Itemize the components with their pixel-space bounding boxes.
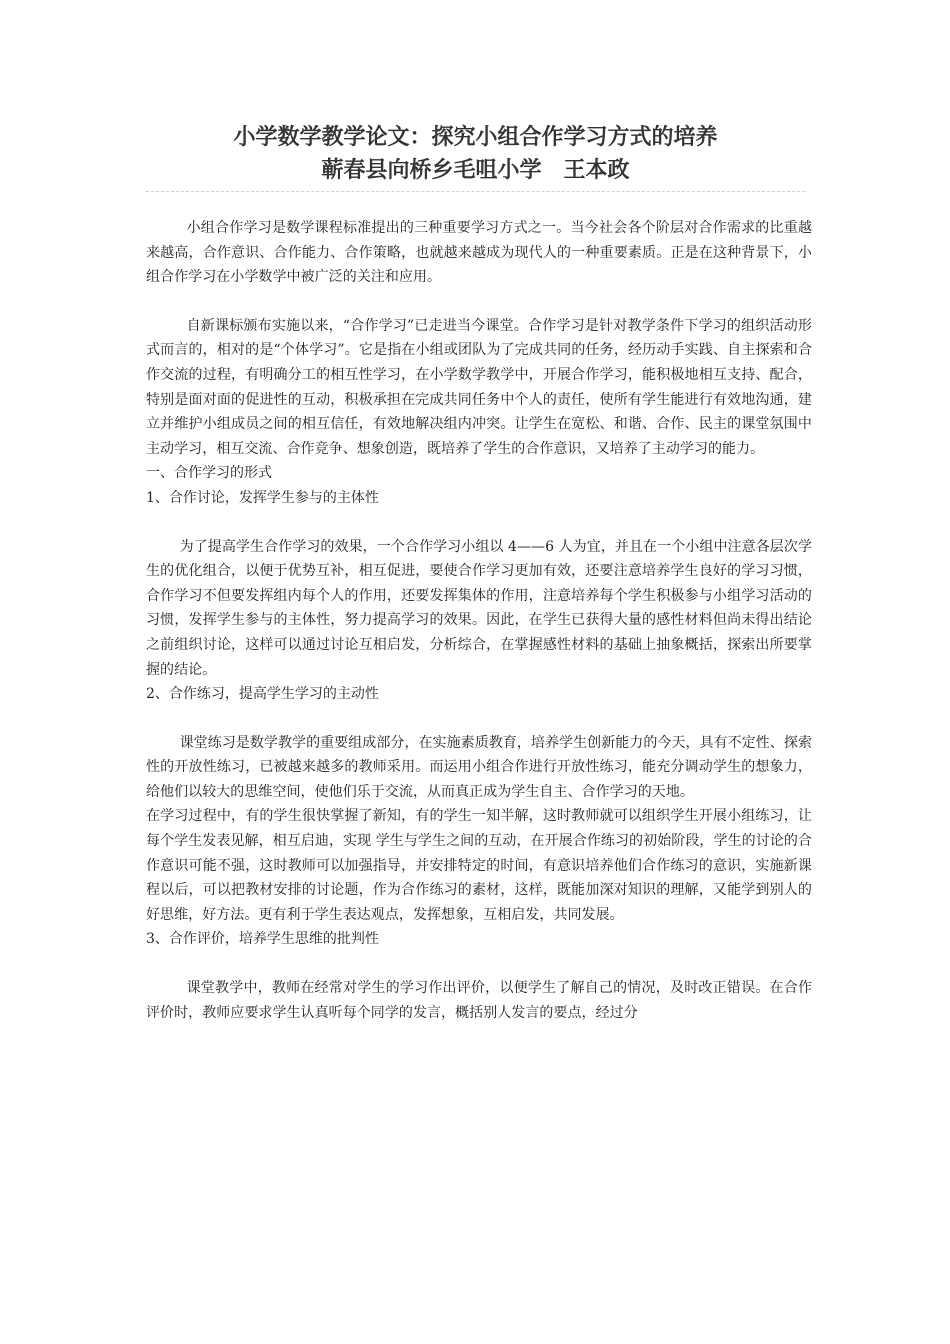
- paragraph-practice: 课堂练习是数学教学的重要组成部分，在实施素质教育，培养学生创新能力的今天，具有不定性、探索性的开放性练习，已被越来越多的教师采用。而运用小组合作进行开放性练习，能充分调动学生的想象力，给他们以较大的思维空间，使他们乐于交流，从而真正成为学生自主、合作学习的天地。: [146, 734, 812, 800]
- paragraph-learning-process: 在学习过程中，有的学生很快掌握了新知，有的学生一知半解，这时教师就可以组织学生开展小组练习，让每个学生发表见解，相互启迪，实现 学生与学生之间的互动，在开展合作练习的初始阶段，学生的讨论的合作意识可能不强，这时教师可以加强指导，并安排特定的时间，有意识培养他们合作练习的意识，实施新课程以后，可以把教材安排的讨论题，作为合作练习的素材，这样，既能加深对知识的理解，又能学到别人的好思维，好方法。更有利于学生表达观点，发挥想象，互相启发，共同发展。: [146, 808, 812, 923]
- paragraph-intro: 小组合作学习是数学课程标准提出的三种重要学习方式之一。当今社会各个阶层对合作需求的比重越来越高，合作意识、合作能力、合作策略，也就越来越成为现代人的一种重要素质。正是在这种背景下，小组合作学习在小学数学中被广泛的关注和应用。: [146, 220, 812, 286]
- subsection-heading-practice: 2、合作练习，提高学生学习的主动性: [146, 686, 379, 703]
- title-line-2-author: 蕲春县向桥乡毛咀小学 王本政: [321, 157, 630, 183]
- paragraph-discussion: 为了提高学生合作学习的效果，一个合作学习小组以 4——6 人为宜，并且在一个小组中注意各层次学生的优化组合，以便于优势互补，相互促进，要使合作学习更加有效，还要注意培养学生良好的学习习惯，合作学习不但要发挥组内每个人的作用，还要发挥集体的作用，注意培养每个学生积极参与小组学习活动的习惯，发挥学生参与的主体性，努力提高学习的效果。因此，在学生已获得大量的感性材料但尚未得出结论之前组织讨论，这样可以通过讨论互相启发，分析综合，在掌握感性材料的基础上抽象概括，探索出所要掌握的结论。: [146, 538, 812, 678]
- paragraph-cooperative-learning: 自新课标颁布实施以来，“合作学习”已走进当今课堂。合作学习是针对教学条件下学习的组织活动形式而言的，相对的是“个体学习”。它是指在小组或团队为了完成共同的任务，经历动手实践、自主探索和合作交流的过程，有明确分工的相互性学习，在小学数学教学中，开展合作学习，能积极地相互支持、配合，特别是面对面的促进性的互动，积极承担在完成共同任务中个人的责任，使所有学生能进行有效地沟通，建立并维护小组成员之间的相互信任，有效地解决组内冲突。让学生在宽松、和谐、合作、民主的课堂氛围中主动学习，相互交流、合作竞争、想象创造，既培养了学生的合作意识，又培养了主动学习的能力。: [146, 317, 812, 457]
- section-heading-forms: 一、合作学习的形式: [146, 465, 272, 482]
- subsection-heading-discussion: 1、合作讨论，发挥学生参与的主体性: [146, 489, 379, 506]
- subsection-heading-evaluation: 3、合作评价，培养学生思维的批判性: [146, 931, 379, 948]
- paragraph-evaluation: 课堂教学中，教师在经常对学生的学习作出评价，以便学生了解自己的情况，及时改正错误。在合作评价时，教师应要求学生认真听每个同学的发言，概括别人发言的要点，经过分: [146, 980, 812, 1021]
- title-line-1: 小学数学教学论文：探究小组合作学习方式的培养: [233, 124, 718, 150]
- document-title: [146, 121, 805, 187]
- document-body: [146, 216, 812, 1025]
- title-divider: [146, 191, 805, 192]
